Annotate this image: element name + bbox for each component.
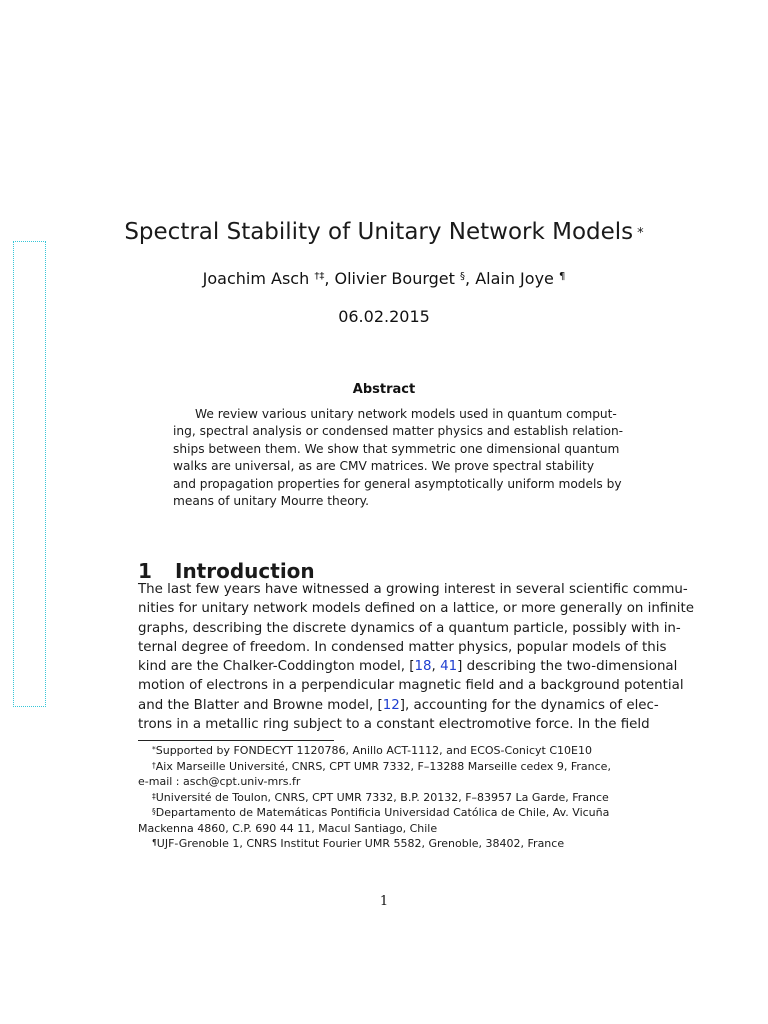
introduction-paragraph — [138, 580, 694, 734]
footnote-mark: ‡ — [152, 791, 156, 801]
footnote-mark: § — [152, 807, 156, 816]
body-line: trons in a metallic ring subject to a constant electromotive force. In the field — [138, 717, 650, 733]
footnotes — [138, 743, 628, 852]
author-affiliation-mark: †‡ — [314, 271, 325, 282]
paper-title: Spectral Stability of Unitary Network Models * — [124, 219, 644, 245]
paper-date: 06.02.2015 — [338, 307, 430, 326]
body-line: graphs, describing the discrete dynamics of a quantum particle, possibly with in- — [138, 620, 681, 636]
abstract-line: We review various unitary network models used in quantum comput- — [195, 407, 617, 421]
author-affiliation-mark: ¶ — [558, 271, 566, 282]
author-name: Alain Joye — [475, 269, 554, 288]
footnote-rule — [138, 740, 334, 741]
section-number: 1 — [138, 558, 152, 583]
abstract-heading: Abstract — [352, 382, 416, 397]
section-title: Introduction — [175, 558, 315, 583]
body-line: motion of electrons in a perpendicular magnetic field and a background potential — [138, 678, 684, 694]
footnote-mark: ¶ — [152, 838, 157, 847]
footnote: †Aix Marseille Université, CNRS, CPT UMR 7332, F–13288 Marseille cedex 9, France, — [152, 759, 611, 773]
footnote-mark: * — [152, 745, 156, 754]
citation-link-12[interactable]: 12 — [382, 697, 400, 713]
footnote-continuation: Mackenna 4860, C.P. 690 44 11, Macul Santiago, Chile — [138, 821, 438, 835]
citation-link-18[interactable]: 18 — [414, 659, 432, 675]
body-line: ternal degree of freedom. In condensed matter physics, popular models of this — [138, 639, 667, 655]
abstract-line: and propagation properties for general asymptotically uniform models by — [173, 476, 622, 491]
abstract-line: ships between them. We show that symmetric one dimensional quantum — [173, 441, 620, 456]
body-line: kind are the Chalker-Coddington model, [18, 41] describing the two-dimensional — [138, 659, 678, 675]
author-list: Joachim Asch †‡, Olivier Bourget §, Alain Joye ¶ — [202, 269, 566, 288]
author-affiliation-mark: § — [460, 271, 465, 282]
body-line: The last few years have witnessed a growing interest in several scientific commu- — [138, 582, 688, 597]
body-line: and the Blatter and Browne model, [12], accounting for the dynamics of elec- — [138, 697, 659, 713]
author-name: Olivier Bourget — [334, 269, 455, 288]
abstract-line: walks are universal, as are CMV matrices. We prove spectral stability — [173, 459, 595, 474]
footnote: ¶UJF-Grenoble 1, CNRS Institut Fourier UMR 5582, Grenoble, 38402, France — [152, 837, 565, 850]
title-footnote-mark: * — [637, 226, 644, 241]
footnote: §Departamento de Matemáticas Pontificia Universidad Católica de Chile, Av. Vicuña — [152, 806, 610, 819]
body-line: nities for unitary network models defined on a lattice, or more generally on infinite — [138, 601, 694, 617]
citation-link-41[interactable]: 41 — [440, 659, 458, 675]
author-name: Joachim Asch — [202, 269, 310, 288]
abstract-line: means of unitary Mourre theory. — [173, 494, 370, 509]
page-number: 1 — [379, 894, 389, 909]
abstract-text — [173, 406, 624, 510]
footnote: *Supported by FONDECYT 1120786, Anillo ACT-1112, and ECOS-Conicyt C10E10 — [152, 744, 592, 757]
footnote-mark: † — [152, 760, 156, 770]
footnote: ‡Université de Toulon, CNRS, CPT UMR 7332, B.P. 20132, F–83957 La Garde, France — [152, 790, 609, 804]
abstract-line: ing, spectral analysis or condensed matter physics and establish relation- — [173, 424, 624, 439]
footnote-continuation: e-mail : asch@cpt.univ-mrs.fr — [138, 775, 301, 788]
